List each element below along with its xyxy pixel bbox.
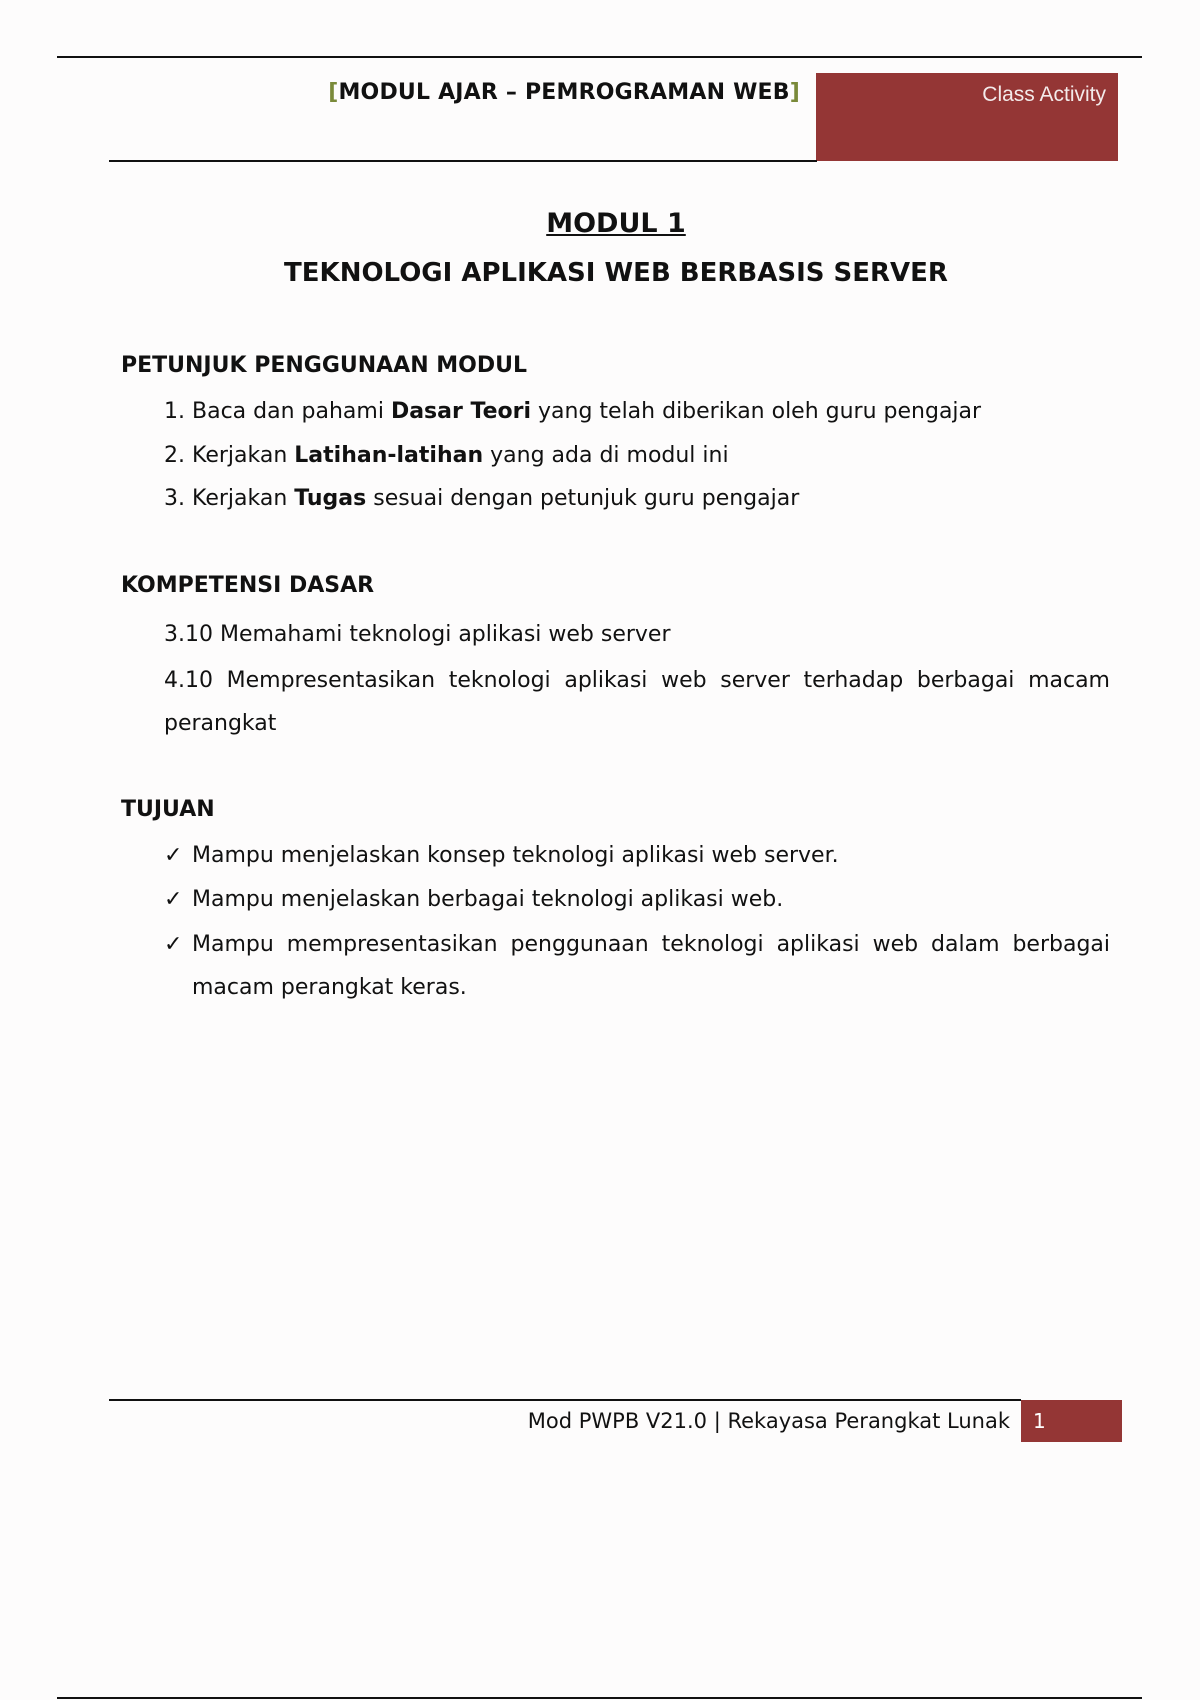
item-text-pre: Kerjakan [192,443,295,468]
bottom-rule [57,1697,1142,1699]
header-title-text: MODUL AJAR – PEMROGRAMAN WEB [338,80,790,105]
tujuan-item-text: Mampu mempresentasikan penggunaan teknologi aplikasi web dalam berbagai [192,932,1110,957]
petunjuk-item-1 [164,390,981,434]
item-text-post: yang ada di modul ini [483,443,729,468]
tujuan-item-text: Mampu menjelaskan konsep teknologi aplikasi web server. [192,843,839,868]
item-text-bold: Latihan-latihan [294,443,484,468]
footer-page-box [1021,1400,1122,1442]
list-number: 1. [164,399,185,424]
tujuan-item-1 [164,834,839,878]
module-subtitle: TEKNOLOGI APLIKASI WEB BERBASIS SERVER [284,258,948,288]
petunjuk-heading: PETUNJUK PENGGUNAAN MODUL [121,353,528,378]
check-icon: ✓ [164,843,183,868]
kompetensi-item-2-line-1: 4.10 Mempresentasikan teknologi aplikasi web server terhadap berbagai macam [164,668,1110,693]
header-rule [109,160,817,162]
header-bracket-open: [ [328,80,339,105]
tujuan-heading: TUJUAN [121,797,215,822]
top-rule [57,56,1142,58]
tujuan-item-2 [164,878,783,922]
item-text-pre: Baca dan pahami [192,399,391,424]
header-title [300,80,800,105]
item-text-post: sesuai dengan petunjuk guru pengajar [366,486,800,511]
item-text-bold: Dasar Teori [390,399,532,424]
item-text-pre: Kerjakan [192,486,295,511]
class-activity-label: Class Activity [982,83,1106,106]
tujuan-item-3-line-2: macam perangkat keras. [192,975,467,1000]
check-icon: ✓ [164,887,183,912]
kompetensi-item-1: 3.10 Memahami teknologi aplikasi web server [164,622,671,647]
item-text-bold: Tugas [294,486,367,511]
header-class-activity-box [816,73,1118,161]
tujuan-item-3-line-1 [164,932,1110,957]
item-text-post: yang telah diberikan oleh guru pengajar [531,399,982,424]
footer-rule [109,1399,1021,1401]
footer-text: Mod PWPB V21.0 | Rekayasa Perangkat Lunak [527,1409,1010,1433]
list-number: 3. [164,486,185,511]
page-number: 1 [1033,1409,1046,1433]
list-number: 2. [164,443,185,468]
module-title: MODUL 1 [546,208,686,239]
header-bracket-close: ] [789,80,800,105]
petunjuk-item-3 [164,477,799,521]
kompetensi-heading: KOMPETENSI DASAR [121,573,375,598]
kompetensi-item-2-line-2: perangkat [164,711,277,736]
petunjuk-item-2 [164,434,729,478]
tujuan-item-text: Mampu menjelaskan berbagai teknologi aplikasi web. [192,887,784,912]
check-icon: ✓ [164,932,183,957]
